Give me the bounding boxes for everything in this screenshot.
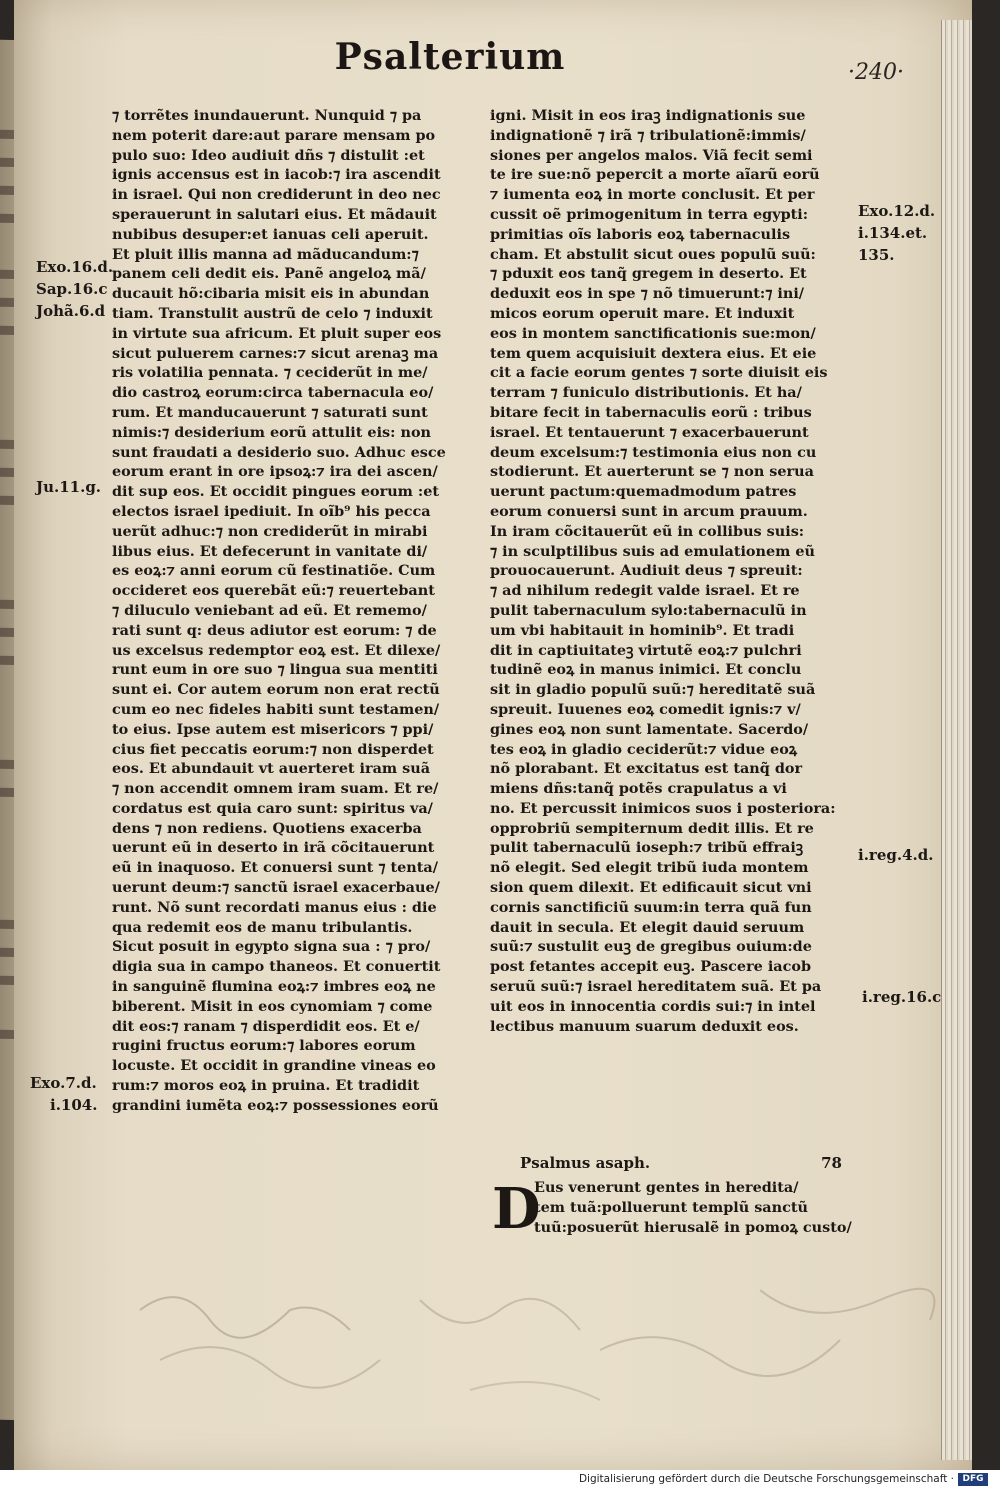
psalm-number: 78 xyxy=(821,1154,842,1172)
right-column-line: terram ⁊ funiculo distributionis. Et ha/ xyxy=(490,384,802,402)
funding-notice: Digitalisierung gefördert durch die Deutsche Forschungsgemeinschaft · xyxy=(578,1473,954,1485)
left-column-line: ⁊ diluculo veniebant ad eũ. Et rememo/ xyxy=(112,601,427,619)
right-column-line: siones per angelos malos. Viã fecit semi xyxy=(490,146,813,164)
margin-note-104: i.104. xyxy=(50,1096,98,1114)
right-column-line: opprobriũ sempiternum dedit illis. Et re xyxy=(490,819,814,837)
left-column-line: uerunt deum:⁊ sanctũ israel exacerbaue/ xyxy=(112,879,440,897)
right-column-line: In iram cõcitauerũt eũ in collibus suis: xyxy=(490,522,805,540)
left-column-line: nimis:⁊ desiderium eorũ attulit eis: non xyxy=(112,423,432,441)
right-column-line: cornis sanctificiũ suum:in terra quã fun xyxy=(490,898,812,916)
right-column-line: cit a facie eorum gentes ⁊ sorte diuisit eis xyxy=(490,364,828,382)
right-column-line: nõ elegit. Sed elegit tribũ iuda montem xyxy=(490,859,809,877)
right-column-line: nõ plorabant. Et excitatus est tanq̃ dor xyxy=(490,760,803,778)
left-column-line: us excelsus redemptor eoꝝ est. Et dilexe/ xyxy=(112,641,441,659)
left-column-line: es eoꝝ:⁊ anni eorum cũ festinatiõe. Cum xyxy=(112,562,436,580)
left-column-line: to eius. Ipse autem est misericors ⁊ ppi/ xyxy=(112,720,434,738)
right-column-line: primitias oĩs laboris eoꝝ tabernaculis xyxy=(490,225,791,243)
left-column-line: occideret eos querebãt eũ:⁊ reuertebant xyxy=(112,582,435,600)
left-column-line: in virtute sua africum. Et pluit super eos xyxy=(112,324,442,342)
page-edges xyxy=(941,20,972,1460)
right-column-line: uit eos in innocentia cordis sui:⁊ in intel xyxy=(490,997,816,1015)
right-column-line: post fetantes accepit euꝫ. Pascere iacob xyxy=(490,958,812,976)
left-column-line: ⁊ torrẽtes inundauerunt. Nunquid ⁊ pa xyxy=(112,107,422,124)
left-column-line: ris volatilia pennata. ⁊ ceciderũt in me/ xyxy=(112,364,428,382)
left-column-line: rum. Et manducauerunt ⁊ saturati sunt xyxy=(112,403,428,421)
right-column-line: israel. Et tentauerunt ⁊ exacerbauerunt xyxy=(490,423,809,441)
handwritten-scribble xyxy=(120,1270,940,1430)
left-column-line: sunt ei. Cor autem eorum non erat rectũ xyxy=(112,681,440,699)
left-column-line: dit sup eos. Et occidit pingues eorum :et xyxy=(112,483,440,501)
psalm-text-line: Eus venerunt gentes in heredita/ xyxy=(534,1179,799,1196)
right-column-line: deum excelsum:⁊ testimonia eius non cu xyxy=(490,443,817,461)
left-column-line: pulo suo: Ideo audiuit dñs ⁊ distulit :et xyxy=(112,146,425,164)
left-column-line: qua redemit eos de manu tribulantis. xyxy=(112,918,413,936)
right-column-line: ⁊ in sculptilibus suis ad emulationem eũ xyxy=(490,542,816,560)
left-column-line: Sicut posuit in egypto signa sua : ⁊ pro/ xyxy=(112,938,431,956)
right-column-line: prouocauerunt. Audiuit deus ⁊ spreuit: xyxy=(490,562,803,580)
margin-note-135: 135. xyxy=(858,246,895,264)
left-text-column xyxy=(112,106,482,1116)
margin-note-john-6: Johã.6.d xyxy=(36,302,106,320)
left-column-line: ducauit hõ:cibaria misit eis in abundan xyxy=(112,285,430,303)
margin-note-sap-16: Sap.16.c xyxy=(36,280,108,298)
left-column-line: Et pluit illis manna ad mãducandum:⁊ xyxy=(112,245,419,263)
dfg-logo: DFG xyxy=(958,1473,988,1486)
right-column-line: ⁊ pduxit eos tanq̃ gregem in deserto. Et xyxy=(490,265,807,283)
right-column-line: bitare fecit in tabernaculis eorũ : tribus xyxy=(490,403,812,421)
psalm-text xyxy=(534,1178,852,1237)
left-column-line: rum:⁊ moros eoꝝ in pruina. Et tradidit xyxy=(112,1077,420,1095)
left-column-line: digia sua in campo thaneos. Et conuertit xyxy=(112,958,441,976)
left-column-line: grandini iumẽta eoꝝ:⁊ possessiones eorũ xyxy=(112,1096,439,1114)
left-column-line: dens ⁊ non rediens. Quotiens exacerba xyxy=(112,819,422,837)
decorated-initial: D xyxy=(492,1176,541,1242)
margin-note-exo-16: Exo.16.d. xyxy=(36,258,114,276)
right-column-line: tudinẽ eoꝝ in manus inimici. Et conclu xyxy=(490,661,802,679)
right-column-line: um vbi habitauit in hominib⁹. Et tradi xyxy=(490,621,795,639)
psalm-title: Psalmus asaph. xyxy=(520,1154,651,1172)
right-text-column xyxy=(490,106,848,1036)
left-column-line: nubibus desuper:et ianuas celi aperuit. xyxy=(112,225,429,243)
right-column-line: miens dñs:tanq̃ potẽs crapulatus a vi xyxy=(490,780,787,798)
right-column-line: te ire sue:nõ pepercit a morte aĩarũ eorũ xyxy=(490,166,820,184)
margin-note-reg-16: i.reg.16.c xyxy=(862,988,942,1006)
right-column-line: spreuit. Iuuenes eoꝝ comedit ignis:⁊ v/ xyxy=(490,700,801,718)
right-column-line: lectibus manuum suarum deduxit eos. xyxy=(490,1017,799,1035)
right-column-line: uerunt pactum:quemadmodum patres xyxy=(490,483,797,501)
right-column-line: cham. Et abstulit sicut oues populũ suũ: xyxy=(490,245,816,263)
margin-note-reg-4: i.reg.4.d. xyxy=(858,846,934,864)
left-column-line: eorum erant in ore ipsoꝝ:⁊ ira dei ascen/ xyxy=(112,463,438,481)
left-column-line: tiam. Transtulit austrũ de celo ⁊ induxit xyxy=(112,304,433,322)
right-column-line: sit in gladio populũ suũ:⁊ hereditatẽ suã xyxy=(490,681,816,699)
psalm-text-line: tuũ:posuerũt hierusalẽ in pomoꝝ custo/ xyxy=(534,1218,852,1236)
left-column-line: panem celi dedit eis. Panẽ angeloꝝ mã/ xyxy=(112,265,426,283)
left-column-line: locuste. Et occidit in grandine vineas eo xyxy=(112,1057,436,1075)
left-column-line: in sanguinẽ flumina eoꝝ:⁊ imbres eoꝝ ne xyxy=(112,978,436,996)
left-column-line: runt eum in ore suo ⁊ lingua sua mentiti xyxy=(112,661,438,679)
psalm-text-line: tem tuã:polluerunt templũ sanctũ xyxy=(534,1198,808,1216)
right-column-line: eorum conuersi sunt in arcum prauum. xyxy=(490,502,808,520)
left-column-line: uerunt eũ in deserto in irã cõcitauerunt xyxy=(112,839,435,857)
left-column-line: cum eo nec fideles habiti sunt testamen/ xyxy=(112,700,440,718)
left-column-line: eos. Et abundauit vt auerteret iram suã xyxy=(112,760,431,778)
right-column-line: sion quem dilexit. Et edificauit sicut vni xyxy=(490,879,812,897)
right-column-line: ⁊ iumenta eoꝝ in morte conclusit. Et per xyxy=(490,186,815,204)
running-title: Psalterium xyxy=(334,36,566,78)
left-column-line: uerũt adhuc:⁊ non crediderũt in mirabi xyxy=(112,522,428,540)
right-column-line: dit in captiuitateꝫ virtutẽ eoꝝ:⁊ pulchri xyxy=(490,641,802,659)
psalm-heading xyxy=(520,1154,850,1172)
right-column-line: tem quem acquisiuit dextera eius. Et eie xyxy=(490,344,817,362)
margin-note-134: i.134.et. xyxy=(858,224,928,242)
left-column-line: rugini fructus eorum:⁊ labores eorum xyxy=(112,1037,416,1055)
right-column-line: seruũ suũ:⁊ israel hereditatem suã. Et pa xyxy=(490,978,822,996)
left-column-line: libus eius. Et defecerunt in vanitate di/ xyxy=(112,542,428,560)
left-column-line: electos israel ipediuit. In oĩb⁹ his pecca xyxy=(112,502,431,520)
left-column-line: eũ in inaquoso. Et conuersi sunt ⁊ tenta/ xyxy=(112,859,438,877)
left-column-line: ⁊ non accendit omnem iram suam. Et re/ xyxy=(112,780,439,798)
right-column-line: stodierunt. Et auerterunt se ⁊ non serua xyxy=(490,463,814,481)
right-column-line: deduxit eos in spe ⁊ nõ timuerunt:⁊ ini/ xyxy=(490,285,805,303)
right-column-line: micos eorum operuit mare. Et induxit xyxy=(490,304,795,322)
right-column-line: pulit tabernaculum sylo:tabernaculũ in xyxy=(490,601,807,619)
left-column-line: ignis accensus est in iacob:⁊ ira ascendit xyxy=(112,166,441,184)
right-column-line: indignationẽ ⁊ irã ⁊ tribulationẽ:immis/ xyxy=(490,126,806,144)
margin-note-exo-7: Exo.7.d. xyxy=(30,1074,97,1092)
left-column-line: cordatus est quia caro sunt: spiritus va/ xyxy=(112,799,433,817)
right-column-line: no. Et percussit inimicos suos i posteriora: xyxy=(490,799,836,817)
right-column-line: gines eoꝝ non sunt lamentate. Sacerdo/ xyxy=(490,720,809,738)
right-column-line: dauit in secula. Et elegit dauid seruum xyxy=(490,918,805,936)
right-column-line: ⁊ ad nihilum redegit valde israel. Et re xyxy=(490,582,800,600)
left-column-line: nem poterit dare:aut parare mensam po xyxy=(112,126,436,144)
right-column-line: cussit oẽ primogenitum in terra egypti: xyxy=(490,205,809,223)
margin-note-ju-11: Ju.11.g. xyxy=(36,478,102,496)
left-column-line: dit eos:⁊ ranam ⁊ disperdidit eos. Et e/ xyxy=(112,1017,420,1035)
right-column-line: pulit tabernaculũ ioseph:⁊ tribũ effraiꝫ xyxy=(490,839,804,857)
left-column-line: in israel. Qui non crediderunt in deo nec xyxy=(112,186,441,204)
footer-bar xyxy=(0,1470,1000,1490)
folio-number: ·240· xyxy=(848,60,904,85)
margin-note-exo-12: Exo.12.d. xyxy=(858,202,936,220)
right-column-line: suũ:⁊ sustulit euꝫ de gregibus ouium:de xyxy=(490,938,812,956)
left-column-line: sunt fraudati a desiderio suo. Adhuc esce xyxy=(112,443,446,461)
left-column-line: sicut puluerem carnes:⁊ sicut arenaꝫ ma xyxy=(112,344,439,362)
left-column-line: rati sunt q: deus adiutor est eorum: ⁊ de xyxy=(112,621,437,639)
left-column-line: biberent. Misit in eos cynomiam ⁊ come xyxy=(112,997,433,1015)
right-column-line: igni. Misit in eos iraꝫ indignationis sue xyxy=(490,107,806,124)
left-column-line: cius fiet peccatis eorum:⁊ non disperdet xyxy=(112,740,434,758)
left-column-line: dio castroꝝ eorum:circa tabernacula eo/ xyxy=(112,384,434,402)
left-column-line: runt. Nõ sunt recordati manus eius : die xyxy=(112,898,437,916)
right-column-line: tes eoꝝ in gladio ceciderũt:⁊ vidue eoꝝ xyxy=(490,740,798,758)
right-column-line: eos in montem sanctificationis sue:mon/ xyxy=(490,324,816,342)
left-column-line: sperauerunt in salutari eius. Et mãdauit xyxy=(112,205,437,223)
